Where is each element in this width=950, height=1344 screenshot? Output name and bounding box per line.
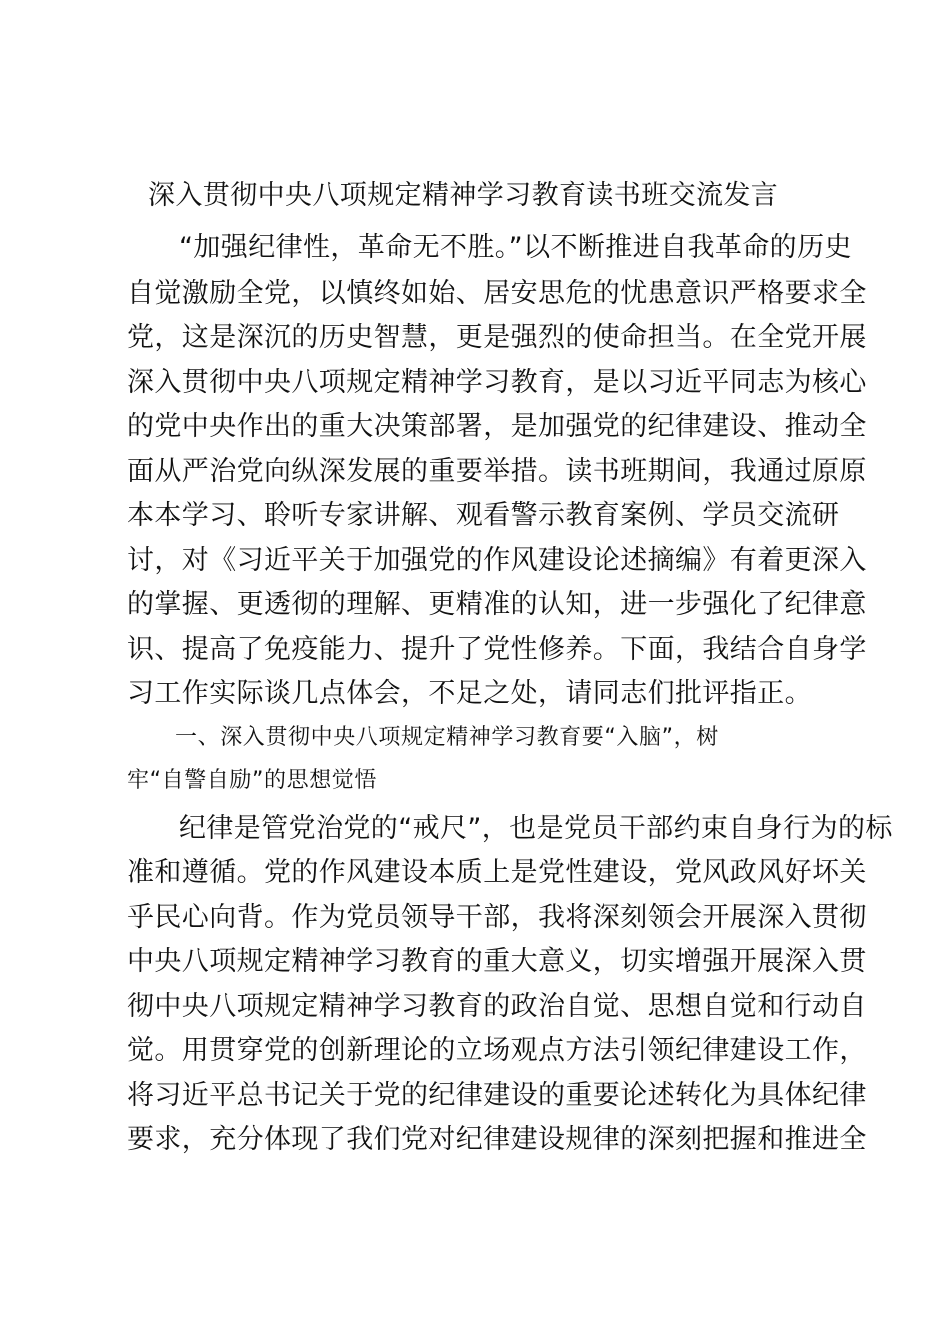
text-line: 深入贯彻中央八项规定精神学习教育，是以习近平同志为核心 [127, 367, 867, 398]
text-line: 乎民心向背。作为党员领导干部，我将深刻领会开展深入贯彻 [127, 902, 867, 933]
text-line: 要求，充分体现了我们党对纪律建设规律的深刻把握和推进全 [127, 1124, 867, 1155]
heading-line: 牢“自警自励”的思想觉悟 [127, 768, 377, 793]
text-line: 的党中央作出的重大决策部署，是加强党的纪律建设、推动全 [127, 411, 867, 442]
text-line: 识、提高了免疫能力、提升了党性修养。下面，我结合自身学 [127, 634, 867, 665]
text-line: 准和遵循。党的作风建设本质上是党性建设，党风政风好坏关 [127, 857, 867, 888]
text-line: “加强纪律性，革命无不胜。”以不断推进自我革命的历史 [179, 232, 852, 263]
text-line: 面从严治党向纵深发展的重要举措。读书班期间，我通过原原 [127, 456, 867, 487]
text-line: 习工作实际谈几点体会，不足之处，请同志们批评指正。 [127, 678, 812, 709]
text-line: 纪律是管党治党的“戒尺”，也是党员干部约束自身行为的标 [179, 813, 893, 844]
document-title: 深入贯彻中央八项规定精神学习教育读书班交流发言 [148, 180, 779, 211]
text-line: 讨，对《习近平关于加强党的作风建设论述摘编》有着更深入 [127, 545, 867, 576]
text-line: 将习近平总书记关于党的纪律建设的重要论述转化为具体纪律 [127, 1080, 867, 1111]
text-line: 本本学习、聆听专家讲解、观看警示教育案例、学员交流研 [127, 500, 840, 531]
text-line: 觉。用贯穿党的创新理论的立场观点方法引领纪律建设工作， [127, 1035, 867, 1066]
text-line: 彻中央八项规定精神学习教育的政治自觉、思想自觉和行动自 [127, 991, 867, 1022]
text-line: 的掌握、更透彻的理解、更精准的认知，进一步强化了纪律意 [127, 589, 867, 620]
heading-line: 一、深入贯彻中央八项规定精神学习教育要“入脑”，树 [175, 725, 719, 750]
text-line: 自觉激励全党，以慎终如始、居安思危的忧患意识严格要求全 [127, 278, 867, 309]
text-line: 党，这是深沉的历史智慧，更是强烈的使命担当。在全党开展 [127, 322, 867, 353]
text-line: 中央八项规定精神学习教育的重大意义，切实增强开展深入贯 [127, 946, 867, 977]
